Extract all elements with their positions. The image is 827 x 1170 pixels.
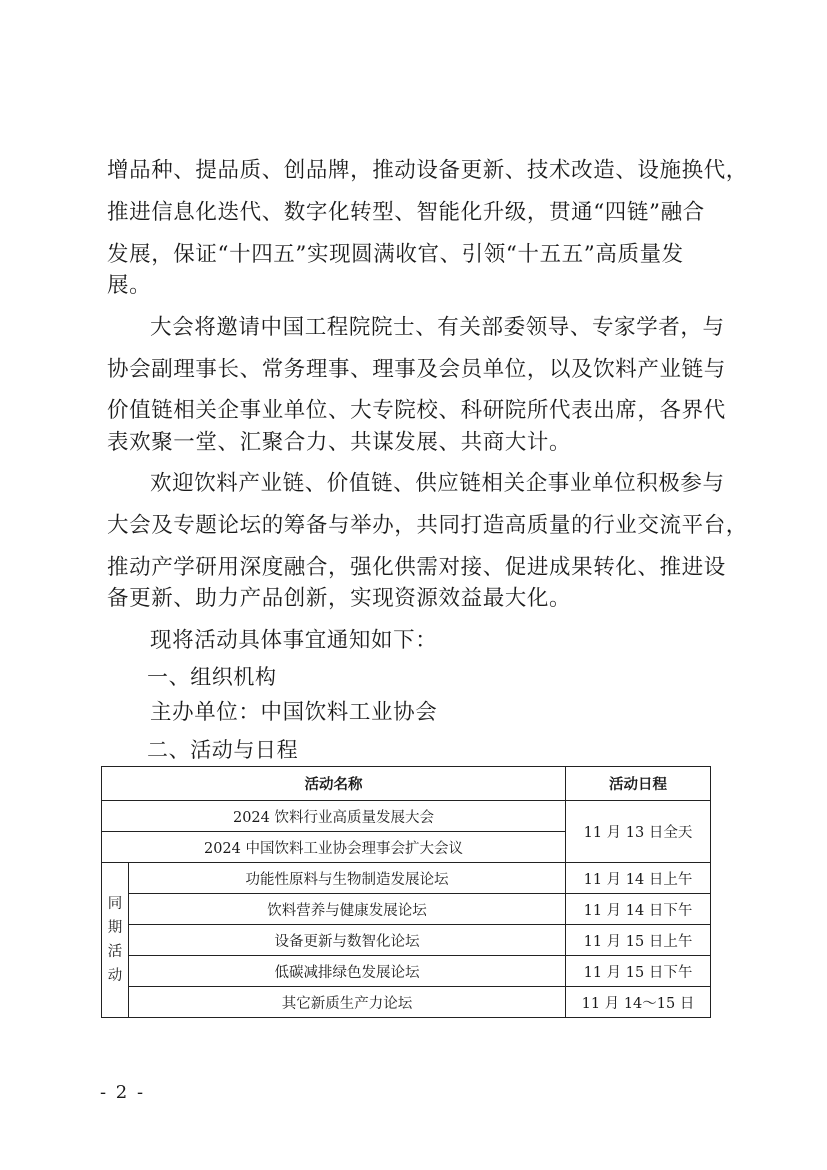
body-text-line: 表欢聚一堂、汇聚合力、共谋发展、共商大计。: [107, 430, 572, 455]
activity-date-cell: 11 月 14 日上午: [566, 863, 711, 894]
activity-name-cell: 2024 中国饮料工业协会理事会扩大会议: [102, 832, 566, 863]
body-text-line: 价值链相关企事业单位、大专院校、科研院所代表出席，各界代: [107, 398, 726, 423]
body-text-line: 推进信息化迭代、数字化转型、智能化升级，贯通“四链”融合: [107, 200, 705, 225]
body-text-line: 协会副理事长、常务理事、理事及会员单位，以及饮料产业链与: [107, 357, 726, 382]
group-label-char: 动: [107, 968, 123, 984]
group-label-char: 活: [107, 944, 123, 960]
body-text-line: 欢迎饮料产业链、价值链、供应链相关企事业单位积极参与: [150, 471, 725, 496]
activity-date-cell: 11 月 14 日下午: [566, 894, 711, 925]
section-heading-schedule: 二、活动与日程: [147, 738, 299, 762]
group-label-char: 期: [107, 920, 123, 936]
header-activity-date: 活动日程: [566, 767, 711, 801]
table-row: [102, 956, 711, 987]
table-row: [102, 801, 711, 832]
activity-date-cell: 11 月 14～15 日: [566, 987, 711, 1018]
body-text-line: 备更新、助力产品创新，实现资源效益最大化。: [107, 586, 572, 611]
table-row: [102, 863, 711, 894]
activity-name-cell: 饮料营养与健康发展论坛: [129, 894, 566, 925]
group-label-char: 同: [107, 896, 123, 912]
page-number: - 2 -: [100, 1082, 146, 1103]
body-text-line: 现将活动具体事宜通知如下：: [150, 628, 438, 653]
body-text-line: 推动产学研用深度融合，强化供需对接、促进成果转化、推进设: [107, 555, 726, 580]
body-text-line: 展。: [107, 273, 152, 298]
activity-name-cell: 2024 饮料行业高质量发展大会: [102, 801, 566, 832]
activity-date-cell: 11 月 15 日上午: [566, 925, 711, 956]
organizer-line: 主办单位：中国饮料工业协会: [150, 700, 438, 725]
activity-name-cell: 设备更新与数智化论坛: [129, 925, 566, 956]
body-text-line: 增品种、提品质、创品牌，推动设备更新、技术改造、设施换代，: [107, 158, 748, 183]
activity-name-cell: 低碳减排绿色发展论坛: [129, 956, 566, 987]
table-row: [102, 987, 711, 1018]
section-heading-organization: 一、组织机构: [147, 665, 277, 689]
body-text-line: 大会及专题论坛的筹备与举办，共同打造高质量的行业交流平台，: [107, 513, 748, 538]
schedule-table: [101, 766, 711, 1018]
table-row: [102, 925, 711, 956]
body-text-line: 发展，保证“十四五”实现圆满收官、引领“十五五”高质量发: [107, 242, 684, 267]
activity-date-cell: 11 月 15 日下午: [566, 956, 711, 987]
table-header-row: [102, 767, 711, 801]
activity-date-cell: 11 月 13 日全天: [566, 801, 711, 863]
activity-name-cell: 功能性原料与生物制造发展论坛: [129, 863, 566, 894]
body-text-line: 大会将邀请中国工程院院士、有关部委领导、专家学者，与: [150, 315, 725, 340]
activity-name-cell: 其它新质生产力论坛: [129, 987, 566, 1018]
header-activity-name: 活动名称: [102, 767, 566, 801]
table-row: [102, 894, 711, 925]
concurrent-activities-label: [102, 863, 129, 1018]
